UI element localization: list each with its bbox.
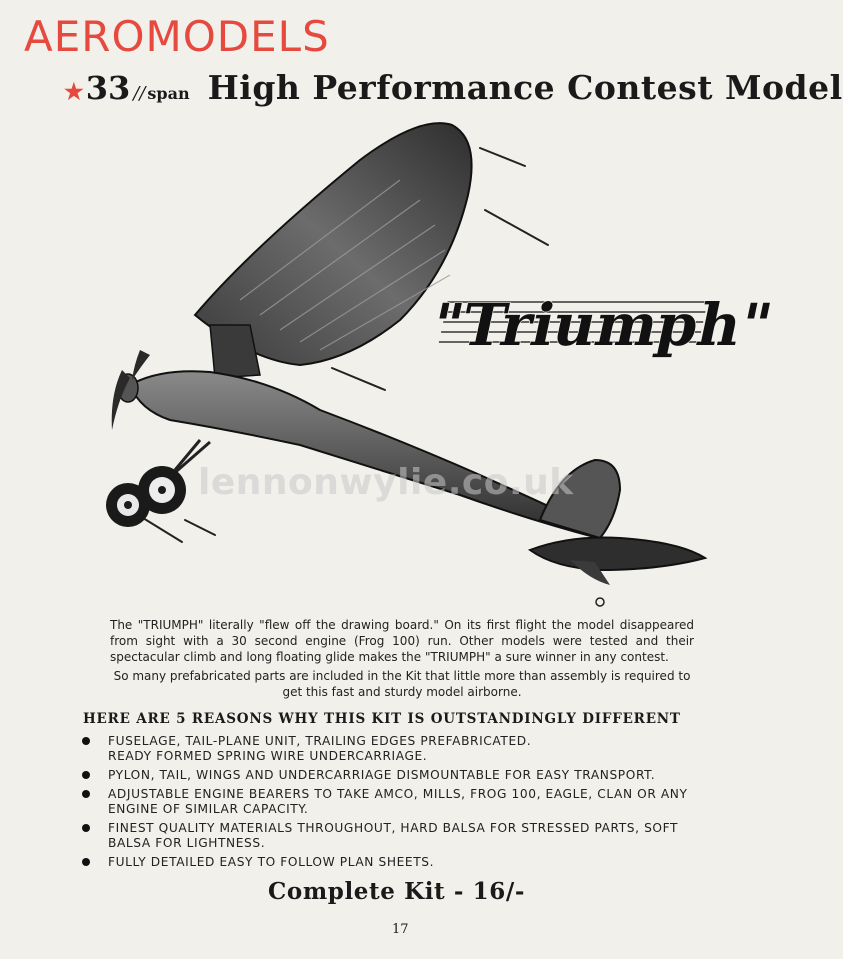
headline: [64, 68, 843, 107]
fuselage-shape: [130, 371, 600, 538]
bullet-icon: [82, 771, 90, 779]
bullet-icon: [82, 824, 90, 832]
star-icon: ★: [64, 79, 84, 105]
model-aircraft-illustration: [100, 110, 779, 610]
list-item: [82, 787, 732, 817]
inch-mark: //: [133, 83, 146, 104]
list-item: [82, 821, 732, 851]
brand-title: AEROMODELS: [24, 12, 330, 61]
reason-text: FINEST QUALITY MATERIALS THROUGHOUT, HARD BALSA FOR STRESSED PARTS, SOFT BALSA FOR LIGHTNESS.: [108, 821, 679, 850]
bullet-icon: [82, 737, 90, 745]
bullet-icon: [82, 858, 90, 866]
reason-text: ADJUSTABLE ENGINE BEARERS TO TAKE AMCO, MILLS, FROG 100, EAGLE, CLAN OR ANY ENGINE OF SIMILAR CAPACITY.: [108, 787, 688, 816]
list-item: [82, 734, 732, 764]
tailplane-shape: [530, 538, 705, 571]
triumph-logo: [425, 291, 778, 359]
bullet-icon: [82, 790, 90, 798]
wheels-shape: [106, 466, 186, 527]
page-number: 17: [392, 922, 409, 937]
price-line: Complete Kit - 16/-: [268, 878, 525, 905]
intro-text: [110, 617, 694, 700]
reasons-heading: HERE ARE 5 REASONS WHY THIS KIT IS OUTSTANDINGLY DIFFERENT: [83, 711, 681, 727]
reasons-list: [82, 734, 732, 874]
headline-title: High Performance Contest Model: [207, 68, 843, 107]
list-item: [82, 855, 732, 870]
span-label: span: [147, 84, 190, 103]
watermark-text: lennonwylie.co.uk: [198, 462, 574, 503]
reason-text: FULLY DETAILED EASY TO FOLLOW PLAN SHEETS.: [108, 855, 435, 869]
intro-paragraph-1: The "TRIUMPH" literally "flew off the drawing board." On its first flight the model disappeared from sight with a 30 second engine (Frog 100) run. Other models were tested and their spectacular climb and long floating glide makes the "TRIUMPH" a sure winner in any contest.: [110, 618, 694, 664]
intro-paragraph-2: So many prefabricated parts are included in the Kit that little more than assembly is required to get this fast and sturdy model airborne.: [113, 669, 691, 699]
reason-text: FUSELAGE, TAIL-PLANE UNIT, TRAILING EDGES PREFABRICATED. READY FORMED SPRING WIRE UNDERCARRIAGE.: [108, 734, 532, 763]
wingspan-number: 33: [85, 69, 131, 107]
list-item: [82, 768, 732, 783]
triumph-wordmark: "Triumph": [425, 290, 779, 359]
reason-text: PYLON, TAIL, WINGS AND UNDERCARRIAGE DISMOUNTABLE FOR EASY TRANSPORT.: [108, 768, 656, 782]
